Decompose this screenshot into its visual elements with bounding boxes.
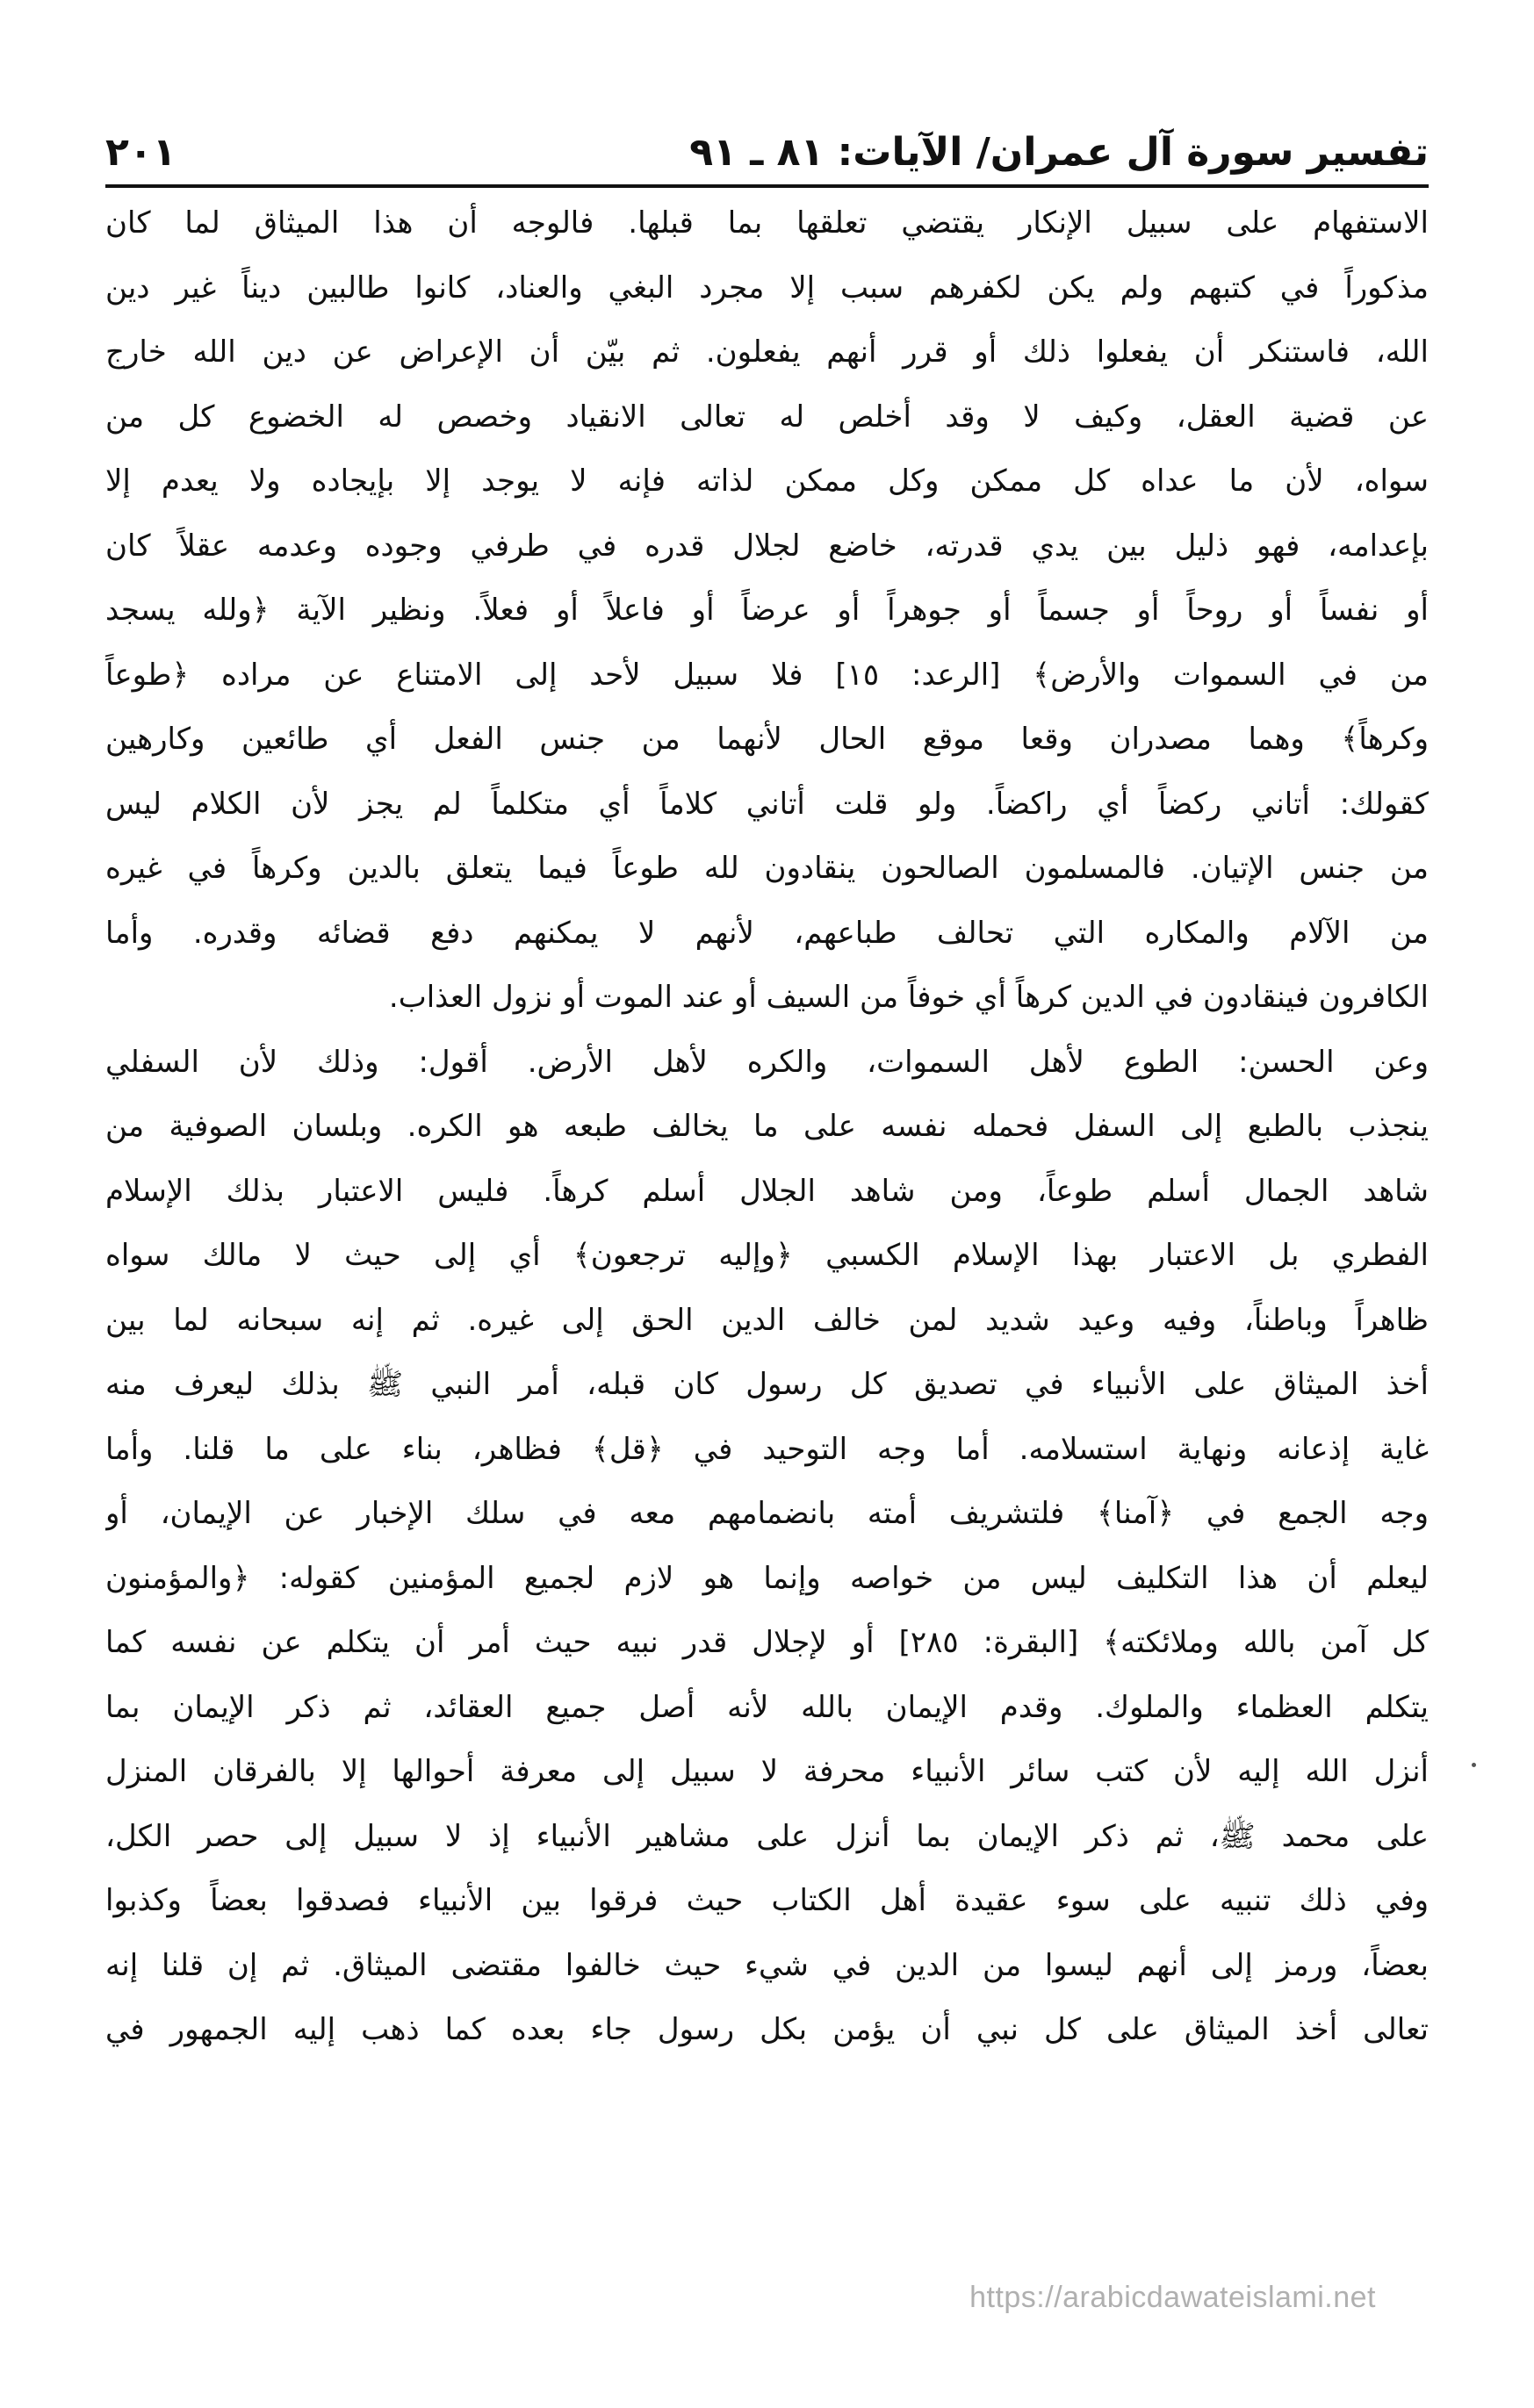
header-divider (105, 184, 1429, 188)
text-line: من في السموات والأرض﴾ [الرعد: ١٥] فلا سبيل لأحد إلى الامتناع عن مراده ﴿طوعاً (105, 657, 1429, 693)
text-line: بعضاً، ورمز إلى أنهم ليسوا من الدين في شيء حيث خالفوا مقتضى الميثاق. ثم إن قلنا إنه (105, 1947, 1429, 1983)
text-line: كل آمن بالله وملائكته﴾ [البقرة: ٢٨٥] أو لإجلال قدر نبيه حيث أمر أن يتكلم عن نفسه كما (105, 1625, 1429, 1660)
text-line: غاية إذعانه ونهاية استسلامه. أما وجه التوحيد في ﴿قل﴾ فظاهر، بناء على ما قلنا. وأما (105, 1431, 1429, 1467)
text-line: شاهد الجمال أسلم طوعاً، ومن شاهد الجلال أسلم كرهاً. فليس الاعتبار بذلك الإسلام (105, 1173, 1429, 1209)
text-line: كقولك: أتاني ركضاً أي راكضاً. ولو قلت أتاني كلاماً أي متكلماً لم يجز لأن الكلام ليس (105, 786, 1429, 822)
text-line: على محمد ﷺ، ثم ذكر الإيمان بما أنزل على مشاهير الأنبياء إذ لا سبيل إلى حصر الكل، (105, 1818, 1429, 1854)
text-line: الله، فاستنكر أن يفعلوا ذلك أو قرر أنهم يفعلون. ثم بيّن أن الإعراض عن دين الله خارج (105, 334, 1429, 370)
watermark-url: https://arabicdawateislami.net (969, 2281, 1376, 2314)
margin-mark (1472, 1763, 1476, 1767)
text-line: وجه الجمع في ﴿آمنا﴾ فلتشريف أمته بانضمامهم معه في سلك الإخبار عن الإيمان، أو (105, 1496, 1429, 1531)
text-line: سواه، لأن ما عداه كل ممكن وكل ممكن لذاته فإنه لا يوجد إلا بإيجاده ولا يعدم إلا (105, 464, 1429, 499)
text-line: يتكلم العظماء والملوك. وقدم الإيمان بالله لأنه أصل جميع العقائد، ثم ذكر الإيمان بما (105, 1689, 1429, 1725)
text-line: ينجذب بالطبع إلى السفل فحمله نفسه على ما يخالف طبعه هو الكره. وبلسان الصوفية من (105, 1109, 1429, 1144)
text-line: أخذ الميثاق على الأنبياء في تصديق كل رسول كان قبله، أمر النبي ﷺ بذلك ليعرف منه (105, 1367, 1429, 1402)
text-line: من الآلام والمكاره التي تحالف طباعهم، لأنهم لا يمكنهم دفع قضائه وقدره. وأما (105, 915, 1429, 951)
running-title: تفسير سورة آل عمران/ الآيات: ٨١ ـ ٩١ (689, 130, 1429, 175)
text-line: ليعلم أن هذا التكليف ليس من خواصه وإنما هو لازم لجميع المؤمنين كقوله: ﴿والمؤمنون (105, 1560, 1429, 1596)
text-line: الفطري بل الاعتبار بهذا الإسلام الكسبي ﴿وإليه ترجعون﴾ أي إلى حيث لا مالك سواه (105, 1238, 1429, 1273)
text-line: أو نفساً أو روحاً أو جسماً أو جوهراً أو عرضاً أو فاعلاً أو فعلاً. ونظير الآية ﴿ولله يسجد (105, 593, 1429, 628)
page-number: ٢٠١ (105, 130, 176, 175)
text-line: ظاهراً وباطناً، وفيه وعيد شديد لمن خالف الدين الحق إلى غيره. ثم إنه سبحانه لما بين (105, 1302, 1429, 1338)
page-header (105, 104, 1429, 184)
text-line: الكافرون فينقادون في الدين كرهاً أي خوفاً من السيف أو عند الموت أو نزول العذاب. (388, 980, 1429, 1015)
text-line: تعالى أخذ الميثاق على كل نبي أن يؤمن بكل رسول جاء بعده كما ذهب إليه الجمهور في (105, 2012, 1429, 2047)
text-line: وفي ذلك تنبيه على سوء عقيدة أهل الكتاب حيث فرقوا بين الأنبياء فصدقوا بعضاً وكذبوا (105, 1883, 1429, 1918)
text-line: أنزل الله إليه لأن كتب سائر الأنبياء محرفة لا سبيل إلى معرفة أحوالها إلا بالفرقان المنزل (105, 1754, 1429, 1789)
text-line: وعن الحسن: الطوع لأهل السموات، والكره لأهل الأرض. أقول: وذلك لأن السفلي (105, 1044, 1429, 1080)
text-line: بإعدامه، فهو ذليل بين يدي قدرته، خاضع لجلال قدره في طرفي وجوده وعدمه عقلاً كان (105, 528, 1429, 564)
body-text (105, 191, 1429, 2063)
text-line: الاستفهام على سبيل الإنكار يقتضي تعلقها بما قبلها. فالوجه أن هذا الميثاق لما كان (105, 205, 1429, 241)
text-line: وكرهاً﴾ وهما مصدران وقعا موقع الحال لأنهما من جنس الفعل أي طائعين وكارهين (105, 722, 1429, 757)
text-line: من جنس الإتيان. فالمسلمون الصالحون ينقادون لله طوعاً فيما يتعلق بالدين وكرهاً في غيره (105, 851, 1429, 886)
text-line: عن قضية العقل، وكيف لا وقد أخلص له تعالى الانقياد وخصص له الخضوع كل من (105, 399, 1429, 435)
text-line: مذكوراً في كتبهم ولم يكن لكفرهم سبب إلا مجرد البغي والعناد، كانوا طالبين ديناً غير دين (105, 270, 1429, 305)
